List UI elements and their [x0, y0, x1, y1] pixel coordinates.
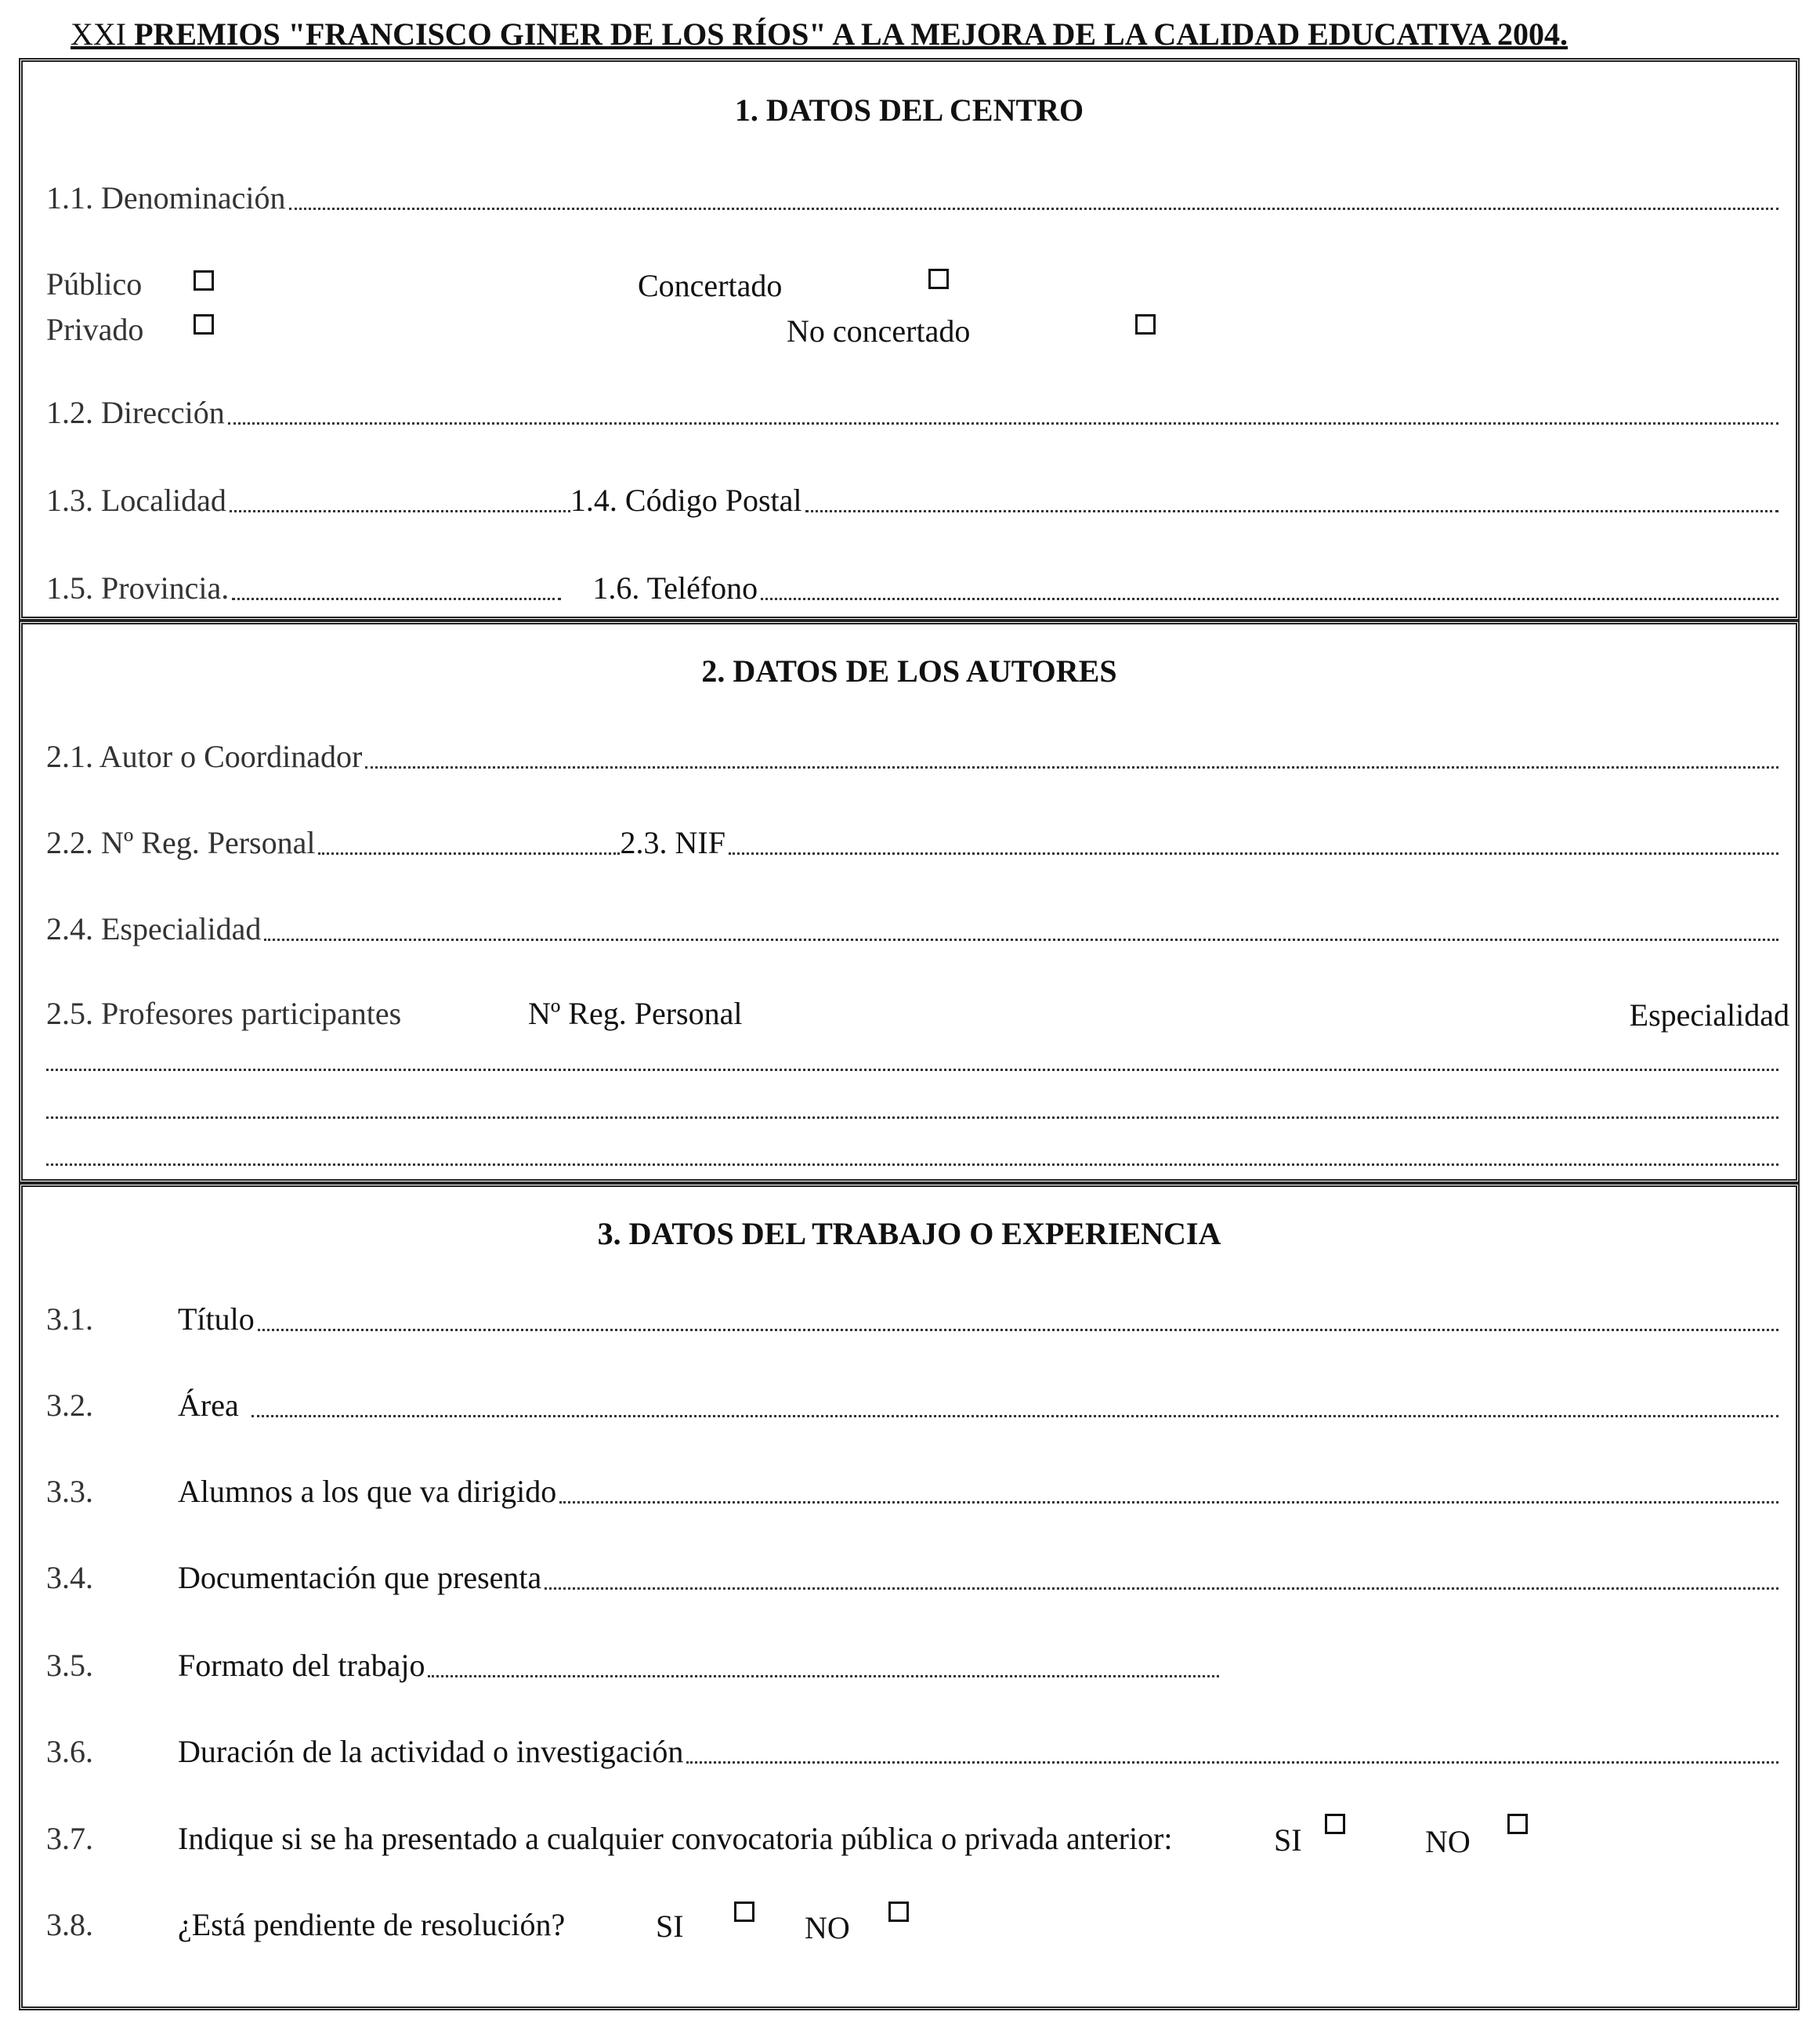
- autor-field[interactable]: [365, 766, 1778, 769]
- especialidad-field[interactable]: [264, 939, 1778, 941]
- concertado-label: Concertado: [638, 268, 783, 303]
- convocatoria-no-checkbox[interactable]: [1507, 1814, 1528, 1834]
- direccion-row: [46, 394, 1778, 431]
- telefono-label: 1.6. Teléfono: [592, 570, 758, 606]
- section-datos-trabajo: [19, 1183, 1800, 2010]
- provincia-label: 1.5. Provincia.: [46, 570, 230, 606]
- documentacion-number: 3.4.: [46, 1560, 93, 1595]
- convocatoria-si-checkbox[interactable]: [1325, 1814, 1345, 1834]
- section2-heading: 2. DATOS DE LOS AUTORES: [701, 653, 1117, 689]
- reg-personal-label: 2.2. Nº Reg. Personal: [46, 825, 316, 860]
- duracion-number: 3.6.: [46, 1734, 93, 1769]
- duracion-field[interactable]: [686, 1761, 1778, 1764]
- alumnos-field[interactable]: [559, 1501, 1778, 1504]
- provincia-field[interactable]: [232, 598, 561, 600]
- form-title: [71, 16, 1568, 52]
- convocatoria-label: Indique si se ha presentado a cualquier convocatoria pública o privada anterior:: [178, 1821, 1173, 1856]
- publico-label: Público: [46, 266, 143, 302]
- formato-label: Formato del trabajo: [178, 1648, 425, 1683]
- privado-checkbox[interactable]: [194, 314, 214, 335]
- denominacion-row: [46, 179, 1778, 216]
- duracion-row: [46, 1733, 1778, 1770]
- titulo-number: 3.1.: [46, 1301, 93, 1337]
- autor-row: [46, 738, 1778, 775]
- area-label: Área: [178, 1388, 239, 1423]
- convocatoria-number: 3.7.: [46, 1821, 93, 1856]
- nif-field[interactable]: [729, 852, 1778, 855]
- titulo-label: Título: [178, 1301, 255, 1337]
- direccion-label: 1.2. Dirección: [46, 395, 225, 430]
- documentacion-field[interactable]: [545, 1587, 1778, 1590]
- area-row: [46, 1387, 1778, 1424]
- form-title-text: PREMIOS "FRANCISCO GINER DE LOS RÍOS" A LA MEJORA DE LA CALIDAD EDUCATIVA 2004.: [134, 16, 1568, 52]
- reg-personal-field[interactable]: [318, 852, 620, 855]
- pendiente-no-checkbox[interactable]: [888, 1902, 909, 1922]
- localidad-row: [46, 482, 1778, 519]
- convocatoria-no-label: NO: [1425, 1824, 1471, 1859]
- codigo-postal-field[interactable]: [805, 510, 1778, 512]
- localidad-label: 1.3. Localidad: [46, 483, 226, 518]
- nif-label: 2.3. NIF: [620, 825, 725, 860]
- formato-field[interactable]: [428, 1675, 1219, 1677]
- form-title-lead: XXI: [71, 16, 127, 52]
- alumnos-row: [46, 1473, 1778, 1510]
- formato-row: [46, 1647, 1778, 1684]
- section-datos-centro: [19, 58, 1800, 621]
- section1-heading: 1. DATOS DEL CENTRO: [734, 92, 1084, 128]
- section-datos-autores: [19, 621, 1800, 1183]
- profesores-line-1[interactable]: [46, 1069, 1778, 1071]
- especialidad-row: [46, 910, 1778, 947]
- autor-label: 2.1. Autor o Coordinador: [46, 739, 363, 774]
- no-concertado-checkbox[interactable]: [1135, 314, 1156, 335]
- privado-label: Privado: [46, 312, 144, 347]
- pendiente-label: ¿Está pendiente de resolución?: [178, 1907, 566, 1942]
- titulo-row: [46, 1301, 1778, 1337]
- no-concertado-label: No concertado: [787, 313, 971, 349]
- denominacion-label: 1.1. Denominación: [46, 180, 286, 215]
- localidad-field[interactable]: [230, 510, 570, 512]
- publico-checkbox[interactable]: [194, 270, 214, 291]
- col-especialidad-label: Especialidad: [1629, 997, 1789, 1033]
- direccion-field[interactable]: [228, 422, 1778, 425]
- reg-personal-row: [46, 824, 1778, 861]
- especialidad-label: 2.4. Especialidad: [46, 911, 262, 946]
- concertado-checkbox[interactable]: [928, 269, 949, 289]
- codigo-postal-label: 1.4. Código Postal: [570, 483, 802, 518]
- area-number: 3.2.: [46, 1388, 93, 1423]
- pendiente-no-label: NO: [805, 1910, 850, 1945]
- documentacion-row: [46, 1559, 1778, 1596]
- convocatoria-si-label: SI: [1274, 1822, 1302, 1858]
- telefono-field[interactable]: [761, 598, 1778, 600]
- duracion-label: Duración de la actividad o investigación: [178, 1734, 684, 1769]
- area-field[interactable]: [251, 1415, 1778, 1417]
- pendiente-si-label: SI: [656, 1909, 684, 1944]
- col-reg-personal-label: Nº Reg. Personal: [528, 996, 743, 1031]
- titulo-field[interactable]: [258, 1329, 1778, 1331]
- pendiente-si-checkbox[interactable]: [734, 1902, 754, 1922]
- profesores-line-3[interactable]: [46, 1163, 1778, 1166]
- alumnos-label: Alumnos a los que va dirigido: [178, 1474, 557, 1509]
- pendiente-number: 3.8.: [46, 1907, 93, 1942]
- profesores-label: 2.5. Profesores participantes: [46, 996, 402, 1031]
- alumnos-number: 3.3.: [46, 1474, 93, 1509]
- formato-number: 3.5.: [46, 1648, 93, 1683]
- section3-heading: 3. DATOS DEL TRABAJO O EXPERIENCIA: [597, 1216, 1221, 1251]
- documentacion-label: Documentación que presenta: [178, 1560, 542, 1595]
- denominacion-field[interactable]: [289, 208, 1779, 210]
- profesores-line-2[interactable]: [46, 1116, 1778, 1119]
- provincia-row: [46, 570, 1778, 606]
